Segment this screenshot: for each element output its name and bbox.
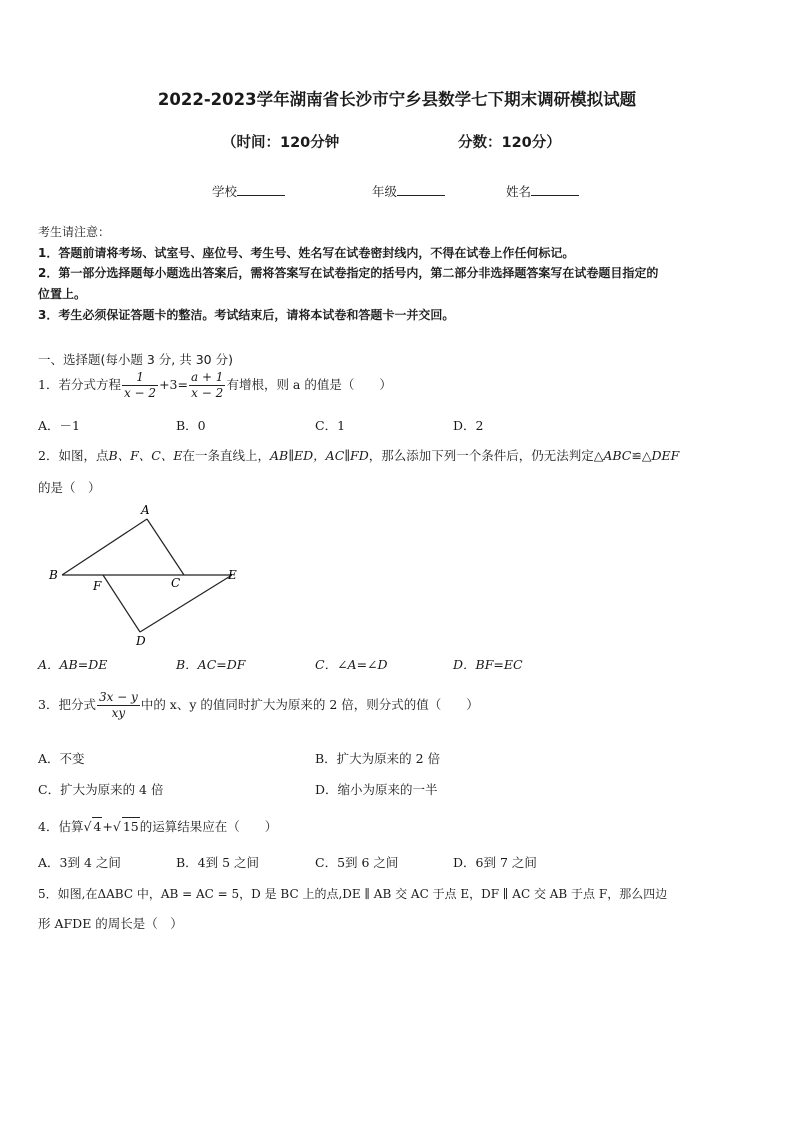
note-item-2-cont: 位置上。 <box>38 287 87 301</box>
segment-de <box>140 575 232 632</box>
segment-ac <box>147 519 184 575</box>
school-field[interactable] <box>212 182 285 200</box>
q1-fraction-2: $\frac{a + 1}{x - 2}$ <box>190 370 224 400</box>
q4-option-a[interactable]: A．3到 4 之间 <box>38 855 121 870</box>
grade-label: 年级 <box>372 184 398 199</box>
q4-option-b[interactable]: B．4到 5 之间 <box>176 855 260 870</box>
name-label: 姓名 <box>506 184 532 199</box>
q3-option-a[interactable]: A．不变 <box>38 751 85 766</box>
q4-option-c[interactable]: C．5到 6 之间 <box>315 855 399 870</box>
question-4: 4．估算√ 4+√ 15的运算结果应在（ ） <box>38 819 278 834</box>
segment-fd <box>103 575 140 632</box>
q3-fraction: $\frac{3x - y}{xy}$ <box>98 690 138 720</box>
grade-blank[interactable] <box>397 183 445 196</box>
question-2-cont: 的是（ ） <box>38 480 101 495</box>
segment-ab <box>62 519 147 575</box>
q1-option-a[interactable]: A．－1 <box>38 418 80 433</box>
q3-option-b[interactable]: B．扩大为原来的 2 倍 <box>315 751 441 766</box>
question-3: 3．把分式 $\frac{3x - y}{xy}$ 中的 x、y 的值同时扩大为原来的 2 倍，则分式的值（ ） <box>38 690 479 720</box>
q2-figure <box>40 498 250 648</box>
q4-root-2: 15 <box>122 819 139 834</box>
question-1: 1．若分式方程 $\frac{1}{x - 2}$ +3= $\frac{a + 1}{x - 2}$ 有增根，则 a 的值是（ ） <box>38 370 392 400</box>
q2-option-a[interactable]: A．AB=DE <box>38 657 108 672</box>
question-2: 2．如图，点B、F、C、E在一条直线上，AB∥ED，AC∥FD，那么添加下列一个条件后，仍无法判定△ABC≌△DEF <box>38 448 680 463</box>
exam-time: （时间：120分钟 <box>222 135 340 151</box>
name-blank[interactable] <box>531 183 579 196</box>
label-d: D <box>136 634 146 648</box>
note-item-2: 2．第一部分选择题每小题选出答案后，需将答案写在试卷指定的括号内，第二部分非选择题答案写在试卷题目指定的 <box>38 266 659 280</box>
label-a: A <box>141 503 150 517</box>
q2-option-b[interactable]: B．AC=DF <box>176 657 246 672</box>
school-label: 学校 <box>212 184 238 199</box>
exam-score: 分数：120分） <box>458 135 561 151</box>
label-f: F <box>93 579 102 593</box>
label-e: E <box>228 568 237 582</box>
q1-option-b[interactable]: B．0 <box>176 418 206 433</box>
question-5: 5．如图,在ΔABC 中，AB = AC = 5，D 是 BC 上的点,DE ∥ AB 交 AC 于点 E，DF ∥ AC 交 AB 于点 F，那么四边 <box>38 887 668 901</box>
q1-option-c[interactable]: C．1 <box>315 418 346 433</box>
exam-title: 2022-2023学年湖南省长沙市宁乡县数学七下期末调研模拟试题 <box>157 90 637 109</box>
q3-option-c[interactable]: C．扩大为原来的 4 倍 <box>38 782 164 797</box>
notes-heading: 考生请注意： <box>38 225 111 239</box>
q4-root-1: 4 <box>93 819 102 834</box>
note-item-3: 3．考生必须保证答题卡的整洁。考试结束后，请将本试卷和答题卡一并交回。 <box>38 308 455 322</box>
q2-option-d[interactable]: D．BF=EC <box>453 657 523 672</box>
q2-option-c[interactable]: C．∠A=∠D <box>315 657 388 672</box>
name-field[interactable] <box>506 182 579 200</box>
q1-option-d[interactable]: D．2 <box>453 418 484 433</box>
grade-field[interactable] <box>372 182 445 200</box>
section-title: 一、选择题(每小题 3 分, 共 30 分) <box>38 352 233 367</box>
q3-option-d[interactable]: D．缩小为原来的一半 <box>315 782 438 797</box>
question-5-cont: 形 AFDE 的周长是（ ） <box>38 916 183 931</box>
label-c: C <box>171 576 181 590</box>
label-b: B <box>49 568 58 582</box>
school-blank[interactable] <box>237 183 285 196</box>
note-item-1: 1．答题前请将考场、试室号、座位号、考生号、姓名写在试卷密封线内，不得在试卷上作任何标记。 <box>38 246 575 260</box>
q1-fraction-1: $\frac{1}{x - 2}$ <box>123 370 157 400</box>
q4-option-d[interactable]: D．6到 7 之间 <box>453 855 537 870</box>
